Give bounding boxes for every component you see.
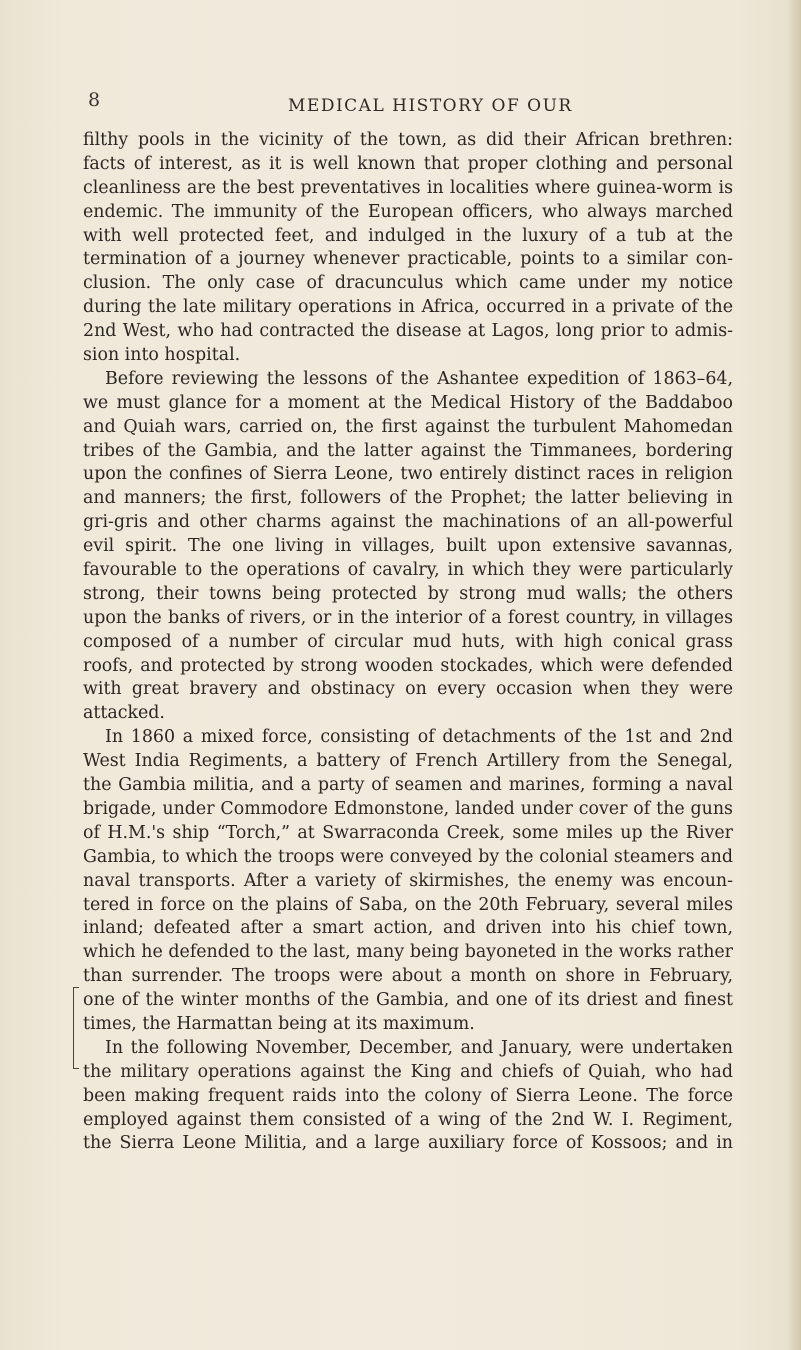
text-line: roofs, and protected by strong wooden stockades, which were defended bbox=[83, 655, 733, 676]
body-text bbox=[83, 129, 733, 1156]
text-line: clusion. The only case of dracunculus which came under my notice bbox=[83, 273, 733, 294]
text-line: the Gambia militia, and a party of seamen and marines, forming a naval bbox=[83, 775, 733, 796]
text-line: the Sierra Leone Militia, and a large auxiliary force of Kossoos; and in bbox=[83, 1133, 733, 1154]
text-line: endemic. The immunity of the European officers, who always marched bbox=[83, 201, 733, 222]
text-line: 2nd West, who had contracted the disease at Lagos, long prior to admis- bbox=[83, 321, 733, 342]
text-line: which he defended to the last, many being bayoneted in the works rather bbox=[83, 942, 733, 963]
text-line: one of the winter months of the Gambia, and one of its driest and finest bbox=[83, 990, 733, 1011]
text-line: In the following November, December, and January, were undertaken bbox=[105, 1037, 733, 1058]
margin-bracket-mark bbox=[73, 987, 79, 1069]
text-line: termination of a journey whenever practicable, points to a similar con- bbox=[83, 249, 733, 270]
text-line: been making frequent raids into the colony of Sierra Leone. The force bbox=[83, 1085, 733, 1106]
text-line: tered in force on the plains of Saba, on the 20th February, several miles bbox=[83, 894, 733, 915]
text-line: and Quiah wars, carried on, the first against the turbulent Mahomedan bbox=[83, 416, 733, 437]
text-line: attacked. bbox=[83, 703, 165, 724]
text-line: brigade, under Commodore Edmonstone, landed under cover of the guns bbox=[83, 798, 733, 819]
text-line: In 1860 a mixed force, consisting of detachments of the 1st and 2nd bbox=[105, 727, 733, 748]
text-line: Before reviewing the lessons of the Ashantee expedition of 1863–64, bbox=[105, 368, 733, 389]
text-line: naval transports. After a variety of skirmishes, the enemy was encoun- bbox=[83, 870, 733, 891]
text-line: times, the Harmattan being at its maximum. bbox=[83, 1013, 475, 1034]
text-line: with great bravery and obstinacy on every occasion when they were bbox=[83, 679, 733, 700]
text-line: the military operations against the King and chiefs of Quiah, who had bbox=[83, 1061, 733, 1082]
text-line: strong, their towns being protected by strong mud walls; the others bbox=[83, 583, 733, 604]
text-line: facts of interest, as it is well known that proper clothing and personal bbox=[83, 153, 733, 174]
text-line: favourable to the operations of cavalry, in which they were particularly bbox=[83, 560, 733, 581]
text-line: employed against them consisted of a wing of the 2nd W. I. Regiment, bbox=[83, 1109, 733, 1130]
text-line: sion into hospital. bbox=[83, 345, 241, 366]
text-line: Gambia, to which the troops were conveyed by the colonial steamers and bbox=[83, 846, 733, 867]
text-line: West India Regiments, a battery of French Artillery from the Senegal, bbox=[83, 751, 733, 772]
page-number: 8 bbox=[88, 89, 101, 111]
text-line: upon the banks of rivers, or in the interior of a forest country, in villages bbox=[83, 607, 733, 628]
text-line: composed of a number of circular mud huts, with high conical grass bbox=[83, 631, 733, 652]
text-line: during the late military operations in Africa, occurred in a private of the bbox=[83, 297, 733, 318]
running-head: MEDICAL HISTORY OF OUR bbox=[288, 96, 573, 116]
text-line: cleanliness are the best preventatives in localities where guinea-worm is bbox=[83, 177, 733, 198]
text-line: with well protected feet, and indulged in the luxury of a tub at the bbox=[83, 225, 733, 246]
text-line: we must glance for a moment at the Medical History of the Baddaboo bbox=[83, 392, 733, 413]
text-line: filthy pools in the vicinity of the town, as did their African brethren: bbox=[83, 130, 733, 150]
text-line: tribes of the Gambia, and the latter against the Timmanees, bordering bbox=[83, 440, 733, 461]
text-line: upon the confines of Sierra Leone, two entirely distinct races in religion bbox=[83, 464, 733, 485]
text-line: than surrender. The troops were about a month on shore in February, bbox=[83, 966, 733, 987]
text-line: gri-gris and other charms against the machinations of an all-powerful bbox=[83, 512, 733, 533]
page-edge-shadow bbox=[787, 0, 801, 1350]
text-line: evil spirit. The one living in villages, built upon extensive savannas, bbox=[83, 536, 733, 557]
text-line: of H.M.'s ship “Torch,” at Swarraconda Creek, some miles up the River bbox=[83, 822, 733, 843]
text-line: and manners; the first, followers of the Prophet; the latter believing in bbox=[83, 488, 733, 509]
text-line: inland; defeated after a smart action, and driven into his chief town, bbox=[83, 918, 733, 939]
